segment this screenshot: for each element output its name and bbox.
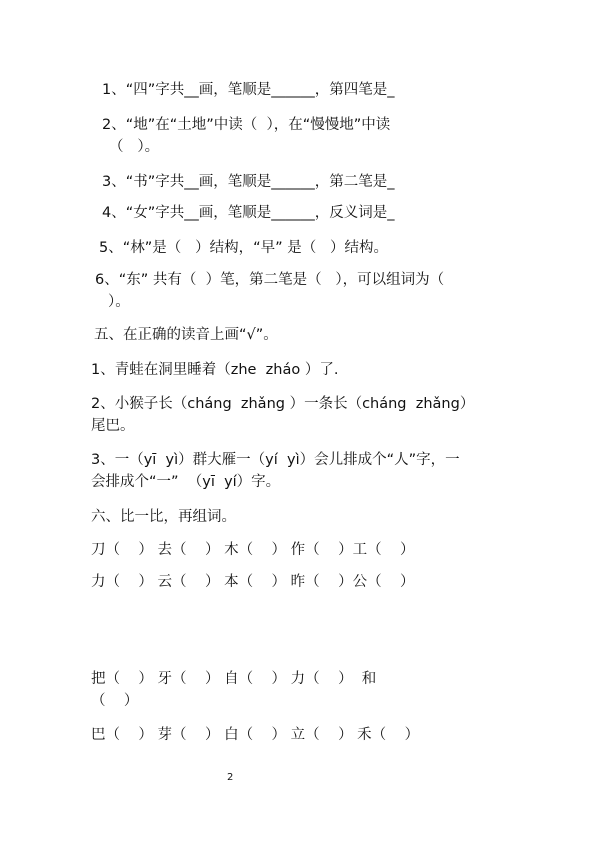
q2-pronunciation-di: 2、“地”在“土地”中读（ ），在“慢慢地”中读 bbox=[102, 117, 391, 133]
compare-row-3-continuation: （ ） bbox=[91, 693, 139, 709]
s5-item-2: 2、小猴子长（cháng zhǎng ）一条长（cháng zhǎng） bbox=[91, 396, 475, 412]
q5-structure-lin-zao: 5、“林”是（ ）结构，“早” 是（ ）结构。 bbox=[99, 240, 389, 256]
s5-item-3-continuation: 会排成个“一” （yī yí）字。 bbox=[91, 474, 281, 490]
s5-item-1: 1、青蛙在洞里睡着（zhe zháo ）了. bbox=[91, 362, 339, 378]
q6-continuation: ）。 bbox=[108, 294, 130, 310]
q2-continuation: （ ）。 bbox=[109, 139, 160, 155]
compare-row-2: 力（ ） 云（ ） 本（ ） 昨（ ）公（ ） bbox=[91, 574, 415, 590]
q6-strokes-dong: 6、“东” 共有（ ）笔，第二笔是（ ），可以组词为（ bbox=[95, 272, 445, 288]
section-six-heading: 六、比一比，再组词。 bbox=[91, 509, 236, 525]
compare-row-3: 把（ ） 牙（ ） 自（ ） 力（ ） 和 bbox=[91, 671, 377, 687]
s5-item-2-continuation: 尾巴。 bbox=[91, 418, 135, 434]
compare-row-1: 刀（ ） 去（ ） 木（ ） 作（ ）工（ ） bbox=[91, 542, 415, 558]
q1-stroke-count-si: 1、“四”字共__画，笔顺是______，第四笔是_ bbox=[102, 82, 395, 98]
q4-stroke-count-nv: 4、“女”字共__画，笔顺是______，反义词是_ bbox=[102, 205, 395, 221]
section-five-heading: 五、在正确的读音上画“√”。 bbox=[94, 327, 278, 343]
compare-row-4: 巴（ ） 芽（ ） 白（ ） 立（ ） 禾（ ） bbox=[91, 727, 420, 743]
q3-stroke-count-shu: 3、“书”字共__画，笔顺是______，第二笔是_ bbox=[102, 174, 395, 190]
page-number: 2 bbox=[227, 772, 234, 783]
s5-item-3: 3、一（yī yì）群大雁一（yí yì）会儿排成个“人”字，一 bbox=[91, 452, 460, 468]
